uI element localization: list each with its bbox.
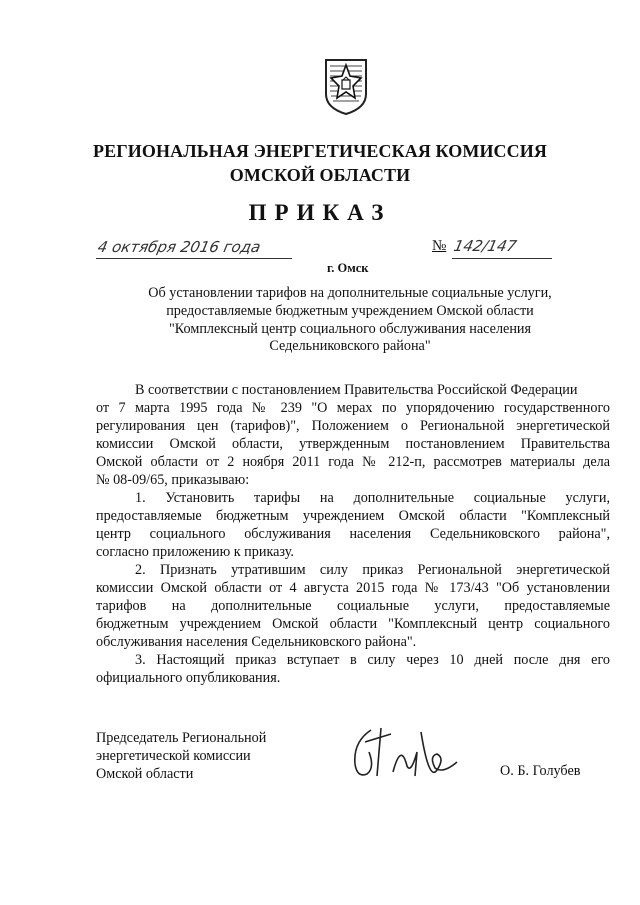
position-line: Омской области <box>96 765 194 782</box>
document-title: ПРИКАЗ <box>248 200 392 225</box>
body-line: 2. Признать утратившим силу приказ Региональной энергетической <box>135 562 610 578</box>
signatory-name: О. Б. Голубев <box>500 763 581 779</box>
body-line: В соответствии с постановлением Правительства Российской Федерации <box>135 382 578 398</box>
body-line: согласно приложению к приказу. <box>96 544 294 560</box>
position-line: Председатель Региональной <box>96 730 267 746</box>
body-line: центр социального обслуживания населения Седельниковского района", <box>96 526 610 542</box>
body-line: Омской области от 2 ноября 2011 года № 212-п, рассмотрев материалы дела <box>96 454 610 470</box>
body-line: тарифов на дополнительные социальные услуги, предоставляемые <box>96 598 610 614</box>
subject-line: Об установлении тарифов на дополнительные социальные услуги, <box>148 285 552 301</box>
subject-line: Седельниковского района" <box>269 338 431 355</box>
body-line: комиссии Омской области от 4 августа 2015 года № 173/43 "Об установлении <box>96 580 610 596</box>
number-underline <box>452 258 552 259</box>
body-line: обслуживания населения Седельниковского района". <box>96 634 417 650</box>
handwritten-date: 4 октября 2016 года <box>96 238 263 256</box>
body-line: комиссии Омской области, утвержденным постановлением Правительства <box>96 436 610 452</box>
subject-block <box>110 285 590 356</box>
subject-line: предоставляемые бюджетным учреждением Омской области <box>166 302 534 319</box>
subject-line: "Комплексный центр социального обслуживания населения <box>168 320 532 337</box>
body-line: 3. Настоящий приказ вступает в силу через 10 дней после дня его <box>135 652 610 668</box>
omsk-coat-of-arms-icon <box>322 56 370 116</box>
body-line: официального опубликования. <box>96 670 281 686</box>
number-label: № <box>432 238 447 254</box>
date-underline <box>96 258 292 259</box>
body-line: 1. Установить тарифы на дополнительные социальные услуги, <box>135 490 610 506</box>
body-line: предоставляемые бюджетным учреждением Омской области "Комплексный <box>96 508 610 524</box>
handwritten-number: 142/147 <box>452 237 519 255</box>
city: г. Омск <box>327 261 369 275</box>
body-line: от 7 марта 1995 года № 239 "О мерах по упорядочению государственного <box>96 400 610 416</box>
signatory-position <box>96 730 266 783</box>
org-name-line2: ОМСКОЙ ОБЛАСТИ <box>229 165 411 185</box>
handwritten-signature-icon <box>345 712 475 792</box>
org-name-line1: РЕГИОНАЛЬНАЯ ЭНЕРГЕТИЧЕСКАЯ КОМИССИЯ <box>93 141 547 161</box>
body-line: бюджетным учреждением Омской области "Комплексный центр социального <box>96 616 610 632</box>
position-line: энергетической комиссии <box>96 747 251 764</box>
body-line: № 08-09/65, приказываю: <box>96 472 250 488</box>
body-line: регулирования цен (тарифов)", Положением о Региональной энергетической <box>96 418 610 434</box>
